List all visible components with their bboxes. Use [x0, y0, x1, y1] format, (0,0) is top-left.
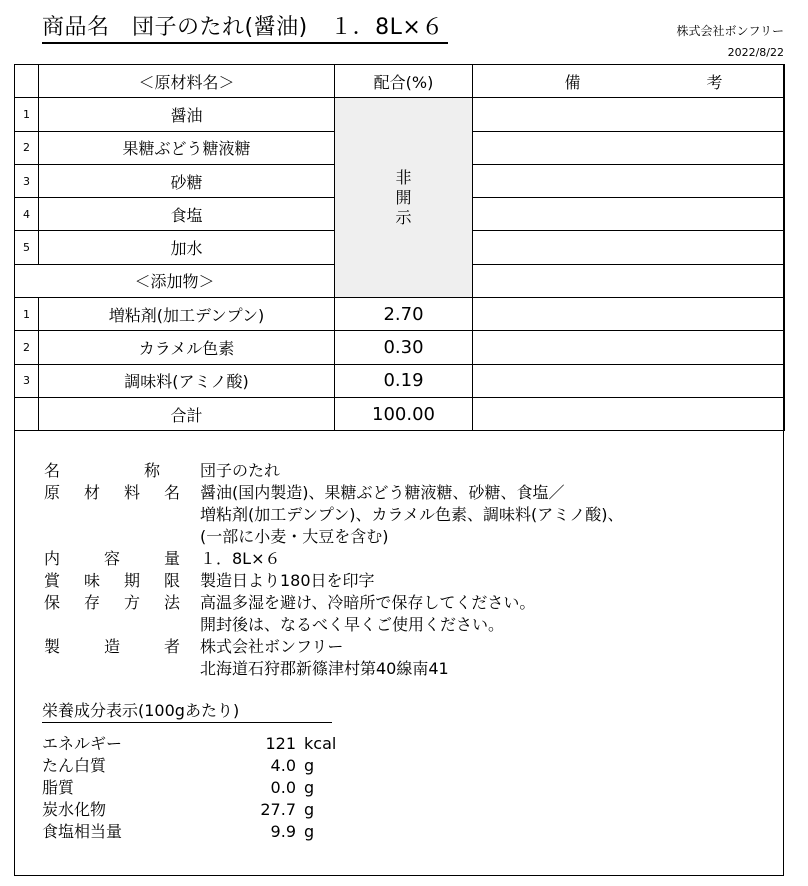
- remarks-cell: [473, 198, 785, 231]
- info-label-char: 称: [143, 461, 160, 480]
- info-label-char: 量: [163, 549, 180, 568]
- company-name: 株式会社ボンフリー: [676, 24, 784, 38]
- nutrition-row: [42, 821, 336, 843]
- remarks-cell: [473, 131, 785, 164]
- ingredient-name: 果糖ぶどう糖液糖: [39, 131, 335, 164]
- table-row: [15, 98, 785, 131]
- additive-ratio: 0.30: [335, 331, 473, 364]
- nutrition-row: [42, 755, 336, 777]
- remarks-cell: [473, 364, 785, 397]
- total-value: 100.00: [335, 397, 473, 430]
- row-number: 2: [15, 131, 39, 164]
- total-row: [15, 397, 785, 430]
- additive-name: 調味料(アミノ酸): [39, 364, 335, 397]
- product-title: 商品名 団子のたれ(醤油) １．8L×６: [42, 14, 448, 44]
- info-value: 増粘剤(加工デンプン)、カラメル色素、調味料(アミノ酸)、: [200, 505, 624, 524]
- nutrition-facts: [42, 733, 336, 843]
- undisclosed-label: 非開示: [395, 167, 412, 227]
- additives-header: ＜添加物＞: [15, 264, 335, 297]
- info-label-char: 存: [83, 593, 100, 612]
- total-label: 合計: [39, 397, 335, 430]
- info-label-char: 保: [44, 593, 61, 612]
- row-number: [15, 397, 39, 430]
- info-label: [44, 504, 200, 526]
- info-label-char: 原: [44, 483, 61, 502]
- info-label-char: 容: [103, 549, 120, 568]
- nutrition-value: 9.9: [270, 822, 296, 841]
- info-label-char: 造: [103, 637, 120, 656]
- nutrition-unit: g: [304, 822, 315, 841]
- info-label: [44, 614, 200, 636]
- info-row: [44, 526, 624, 548]
- row-number: 3: [15, 364, 39, 397]
- nutrition-label: たん白質: [42, 756, 107, 775]
- nutrition-label: 食塩相当量: [42, 822, 123, 841]
- remarks-header-a: 備: [564, 72, 581, 92]
- info-label-char: 料: [123, 483, 140, 502]
- row-number: 2: [15, 331, 39, 364]
- info-value: １．8L×６: [200, 549, 281, 568]
- info-label-char: 内: [44, 549, 61, 568]
- info-value: (一部に小麦・大豆を含む): [200, 527, 389, 546]
- info-row: [44, 570, 624, 592]
- info-label: [44, 460, 200, 482]
- info-row: [44, 460, 624, 482]
- nutrition-value: 27.7: [260, 800, 296, 819]
- additive-ratio: 2.70: [335, 298, 473, 331]
- nutrition-row: [42, 799, 336, 821]
- info-label: [44, 636, 200, 658]
- nutrition-row: [42, 733, 336, 755]
- info-label-char: 製: [44, 637, 61, 656]
- info-label-char: 名: [163, 483, 180, 502]
- info-label: [44, 526, 200, 548]
- row-number: 5: [15, 231, 39, 264]
- info-label-char: 者: [163, 637, 180, 656]
- undisclosed-cell: [335, 98, 473, 298]
- info-row: [44, 548, 624, 570]
- remarks-cell: [473, 397, 785, 430]
- remarks-header: [473, 65, 785, 98]
- document-date: 2022/8/22: [727, 46, 784, 59]
- ingredient-name: 醤油: [39, 98, 335, 131]
- info-label: [44, 658, 200, 680]
- nutrition-label: 炭水化物: [42, 800, 107, 819]
- table-row: [15, 298, 785, 331]
- additive-ratio: 0.19: [335, 364, 473, 397]
- info-label-char: 味: [83, 571, 100, 590]
- remarks-cell: [473, 98, 785, 131]
- info-value: 開封後は、なるべく早くご使用ください。: [200, 615, 505, 634]
- nutrition-row: [42, 777, 336, 799]
- nutrition-unit: g: [304, 756, 315, 775]
- info-value: 醤油(国内製造)、果糖ぶどう糖液糖、砂糖、食塩／: [200, 483, 565, 502]
- remarks-cell: [473, 331, 785, 364]
- info-label: [44, 482, 200, 504]
- nutrition-value: 0.0: [270, 778, 296, 797]
- table-row: [15, 364, 785, 397]
- table-row: [15, 331, 785, 364]
- additive-name: カラメル色素: [39, 331, 335, 364]
- info-row: [44, 482, 624, 504]
- nutrition-value: 121: [265, 734, 296, 753]
- info-value: 製造日より180日を印字: [200, 571, 375, 590]
- row-number: 1: [15, 298, 39, 331]
- remarks-cell: [473, 298, 785, 331]
- no-header: [15, 65, 39, 98]
- remarks-cell: [473, 231, 785, 264]
- ingredients-header: ＜原材料名＞: [39, 65, 335, 98]
- info-label-char: 方: [123, 593, 140, 612]
- nutrition-unit: g: [304, 800, 315, 819]
- ingredient-name: 食塩: [39, 198, 335, 231]
- nutrition-heading: 栄養成分表示(100gあたり): [42, 700, 332, 723]
- info-row: [44, 592, 624, 614]
- info-value: 株式会社ボンフリー: [200, 637, 344, 656]
- info-label-char: 材: [83, 483, 100, 502]
- nutrition-unit: g: [304, 778, 315, 797]
- info-label: [44, 570, 200, 592]
- row-number: 3: [15, 164, 39, 197]
- ingredient-name: 加水: [39, 231, 335, 264]
- info-row: [44, 658, 624, 680]
- table-header-row: [15, 65, 785, 98]
- product-info: [44, 460, 624, 680]
- info-label-char: 限: [163, 571, 180, 590]
- row-number: 4: [15, 198, 39, 231]
- info-label-char: 期: [123, 571, 140, 590]
- info-label: [44, 548, 200, 570]
- ingredient-name: 砂糖: [39, 164, 335, 197]
- additive-name: 増粘剤(加工デンプン): [39, 298, 335, 331]
- info-value: 団子のたれ: [200, 461, 281, 480]
- nutrition-value: 4.0: [270, 756, 296, 775]
- row-number: 1: [15, 98, 39, 131]
- nutrition-label: エネルギー: [42, 734, 123, 753]
- info-label-char: 名: [44, 461, 61, 480]
- nutrition-label: 脂質: [42, 778, 75, 797]
- info-value: 高温多湿を避け、冷暗所で保存してください。: [200, 593, 536, 612]
- remarks-cell: [473, 164, 785, 197]
- remarks-header-b: 考: [706, 72, 723, 92]
- info-label-char: 賞: [44, 571, 61, 590]
- ratio-header: 配合(%): [335, 65, 473, 98]
- info-row: [44, 504, 624, 526]
- info-value: 北海道石狩郡新篠津村第40線南41: [200, 659, 449, 678]
- nutrition-unit: kcal: [304, 734, 337, 753]
- info-row: [44, 614, 624, 636]
- info-label: [44, 592, 200, 614]
- remarks-cell: [473, 264, 785, 297]
- ingredients-table: [14, 64, 785, 431]
- info-label-char: 法: [163, 593, 180, 612]
- info-row: [44, 636, 624, 658]
